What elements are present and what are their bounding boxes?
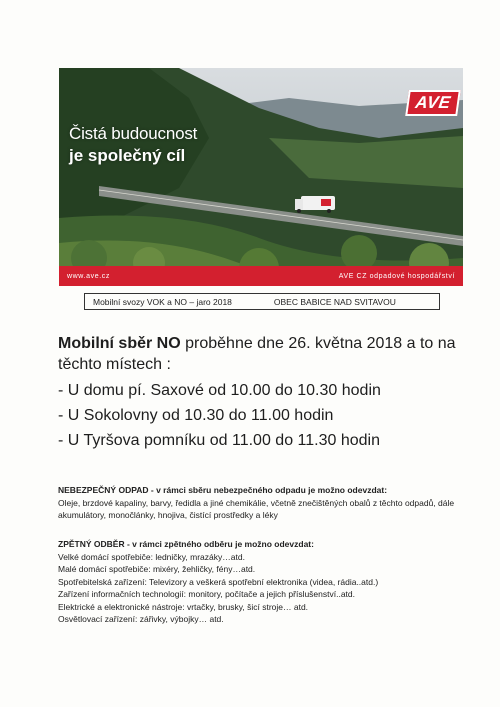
location-item: - U domu pí. Saxové od 10.00 do 10.30 hodin — [58, 382, 381, 399]
slogan-line-1: Čistá budoucnost — [69, 124, 198, 143]
ave-banner — [59, 68, 463, 286]
info-box — [84, 293, 440, 310]
headline-bold: Mobilní sběr NO — [58, 335, 181, 352]
takeback-heading: ZPĚTNÝ ODBĚR - v rámci zpětného odběru je možno odevzdat: — [58, 539, 314, 549]
forest-highway-photo — [59, 68, 463, 286]
takeback-item: Spotřebitelská zařízení: Televizory a veškerá spotřební elektronika (videa, rádia..atd.) — [58, 576, 379, 587]
location-item: - U Tyršova pomníku od 11.00 do 11.30 hodin — [58, 432, 380, 449]
municipality-name: OBEC BABICE NAD SVITAVOU — [273, 296, 396, 307]
banner-footer — [59, 266, 463, 286]
takeback-item: Elektrické a elektronické nástroje: vrtačky, brusky, šicí stroje… atd. — [58, 601, 309, 612]
takeback-item: Osvětlovací zařízení: zářivky, výbojky… atd. — [58, 614, 224, 624]
takeback-item: Malé domácí spotřebiče: mixéry, žehličky, fény…atd. — [58, 564, 256, 574]
headline — [58, 333, 458, 375]
website-link[interactable]: www.ave.cz — [67, 272, 110, 280]
headline-rest: proběhne dne 26. května 2018 a to na těchto místech : — [58, 335, 456, 373]
location-item: - U Sokolovny od 10.30 do 11.00 hodin — [58, 407, 334, 424]
hazardous-text: Oleje, brzdové kapaliny, barvy, ředidla a jiné chemikálie, včetně znečištěných obalů z těchto odpadů, dále akumulátory, monočlánky, hnojiva, čistící prostředky a léky — [58, 497, 455, 520]
ave-logo: AVE — [405, 90, 461, 116]
collection-title: Mobilní svozy VOK a NO – jaro 2018 — [93, 296, 232, 307]
locations-list — [58, 378, 458, 453]
hazardous-heading: NEBEZPEČNÝ ODPAD - v rámci sběru nebezpečného odpadu je možno odevzdat: — [58, 485, 388, 495]
takeback-item: Zařízení informačních technologií: monitory, počítače a jejich příslušenství..atd. — [58, 589, 356, 599]
slogan-line-2: je společný cíl — [69, 146, 186, 165]
hazardous-waste-section — [58, 484, 458, 522]
takeback-section — [58, 538, 458, 626]
company-tagline: AVE CZ odpadové hospodářství — [338, 272, 455, 280]
takeback-item: Velké domácí spotřebiče: ledničky, mrazáky…atd. — [58, 551, 245, 562]
